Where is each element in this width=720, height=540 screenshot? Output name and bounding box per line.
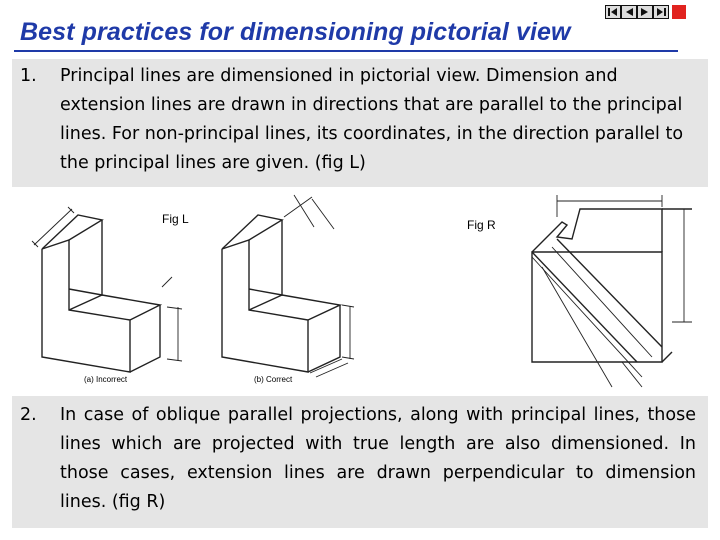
next-icon[interactable]: [637, 5, 653, 19]
caption-incorrect: (a) Incorrect: [84, 375, 128, 384]
item-number: 1.: [20, 66, 37, 86]
stop-icon[interactable]: [672, 5, 686, 19]
item-text: In case of oblique parallel projections, along with principal lines, those lines which are projected with true length are also dimensioned. In those cases, extension lines are drawn perpendicular to dimension lines. (fig R): [60, 405, 696, 512]
fig-right-label: Fig R: [467, 218, 496, 232]
item-number: 2.: [20, 405, 37, 425]
caption-correct: (b) Correct: [254, 375, 293, 384]
last-icon[interactable]: [653, 5, 669, 19]
figure-drawings: [12, 187, 708, 396]
fig-left-label: Fig L: [162, 212, 189, 226]
list-item: [20, 401, 696, 517]
list-item: [20, 62, 696, 178]
l-block-incorrect: [42, 215, 160, 372]
oblique-block: [532, 209, 692, 362]
first-icon[interactable]: [605, 5, 621, 19]
slide-navigation: [605, 5, 686, 19]
figure-area: [12, 187, 708, 396]
l-block-correct: [222, 215, 340, 372]
slide-title: Best practices for dimensioning pictorial view: [20, 18, 571, 46]
point-2-box: [12, 396, 708, 528]
item-text: Principal lines are dimensioned in pictorial view. Dimension and extension lines are drawn in directions that are parallel to the principal lines. For non-principal lines, its coordinates, in the direction parallel to the principal lines are given. (fig L): [60, 66, 684, 173]
previous-icon[interactable]: [621, 5, 637, 19]
point-1-box: [12, 59, 708, 187]
title-underline: [14, 50, 678, 52]
